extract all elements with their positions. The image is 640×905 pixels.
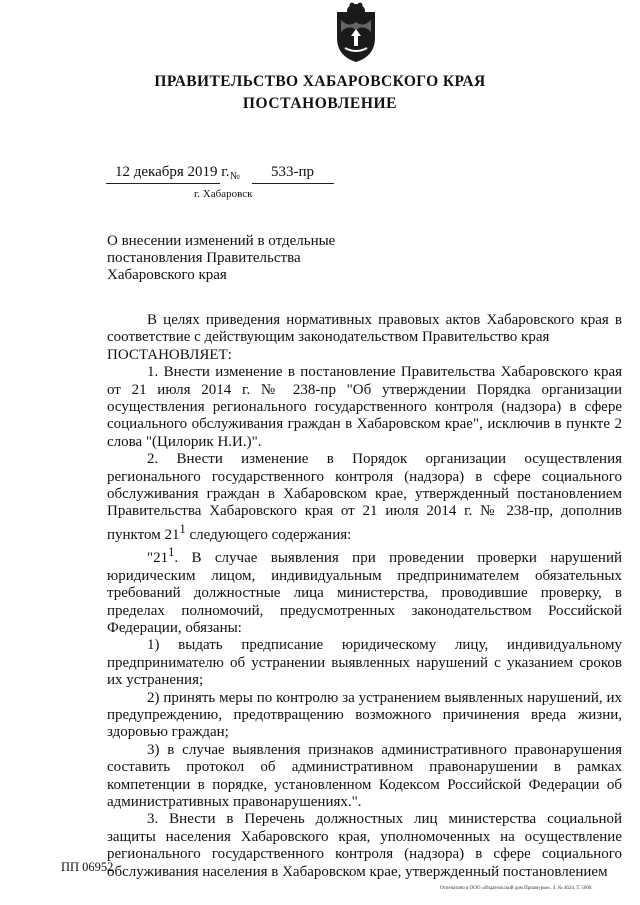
subitem-1: 1) выдать предписание юридическому лицу, индивидуальному предпринимателю об устранении выявленных нарушений с указанием сроков их устранения; [107, 637, 622, 689]
item-3: 3. Внести в Перечень должностных лиц министерства социальной защиты населения Хабаровского края, уполномоченных на осуществление регионального государственного контроля (надзора) в сфере социального обслуживания населения в Хабаровском крае, утвержденный постановлением [107, 811, 622, 880]
decree-keyword: ПОСТАНОВЛЯЕТ: [107, 346, 232, 363]
document-type: ПОСТАНОВЛЕНИЕ [242, 95, 398, 112]
quoted-clause-number: "21 [147, 550, 169, 567]
subitem-2: 2) принять меры по контролю за устранением выявленных нарушений, их предупреждению, предотвращению возможного причинения вреда жизни, здоровью граждан; [107, 689, 622, 741]
printer-note: Отпечатано в ООО «Издательский дом Приамурье». З. № 4624. Т. 5000. [440, 886, 593, 891]
document-body [107, 312, 622, 881]
number-underline [252, 183, 334, 184]
date-underline [106, 183, 220, 184]
document-subject: О внесении изменений в отдельные постановления Правительства Хабаровского края [107, 233, 336, 283]
document-number: 533-пр [271, 164, 315, 180]
item-2-text: 2. Внести изменение в Порядок организации осуществления регионального государственного контроля (надзора) в сфере социального обслуживания граждан в Хабаровском крае, утвержденный постановлением Правительства Хабаровского края от 21 июля 2014 г. № 238-пр, дополнив пунктом 21 [107, 451, 622, 543]
coat-of-arms-icon [331, 2, 381, 64]
footer-code: ПП 06952 [61, 860, 114, 874]
preamble: В целях приведения нормативных правовых актов Хабаровского края в соответствие с действующим законодательством Правительство края [107, 312, 622, 346]
item-2-superscript: 1 [179, 521, 186, 536]
subitem-3: 3) в случае выявления признаков административного правонарушения составить протокол об административном правонарушении в рамках компетенции в порядке, установленном Кодексом Российской Федерации об административных правонарушениях.". [107, 741, 622, 810]
item-2 [107, 451, 622, 544]
quoted-clause [107, 544, 622, 637]
item-1: 1. Внести изменение в постановление Правительства Хабаровского края от 21 июля 2014 г. № 238-пр "Об утверждении Порядка организации осуществления регионального государственного контроля (надзора) в сфере социального обслуживания граждан в Хабаровском крае", исключив в пункте 2 слова "(Цилорик Н.И.)". [107, 364, 622, 450]
organization-title: ПРАВИТЕЛЬСТВО ХАБАРОВСКОГО КРАЯ [154, 73, 486, 90]
number-label: № [230, 171, 241, 182]
document-city: г. Хабаровск [194, 188, 253, 200]
quoted-clause-superscript: 1 [168, 545, 175, 560]
quoted-clause-text: . В случае выявления при проведении проверки нарушений юридическим лицом, индивидуальным предпринимателем обязательных требований должностные лица министерства, проводившие проверку, в пределах полномочий, предусмотренных законодательством Российской Федерации, обязаны: [107, 550, 622, 636]
document-date: 12 декабря 2019 г. [115, 164, 230, 180]
item-2-tail: следующего содержания: [185, 526, 352, 543]
